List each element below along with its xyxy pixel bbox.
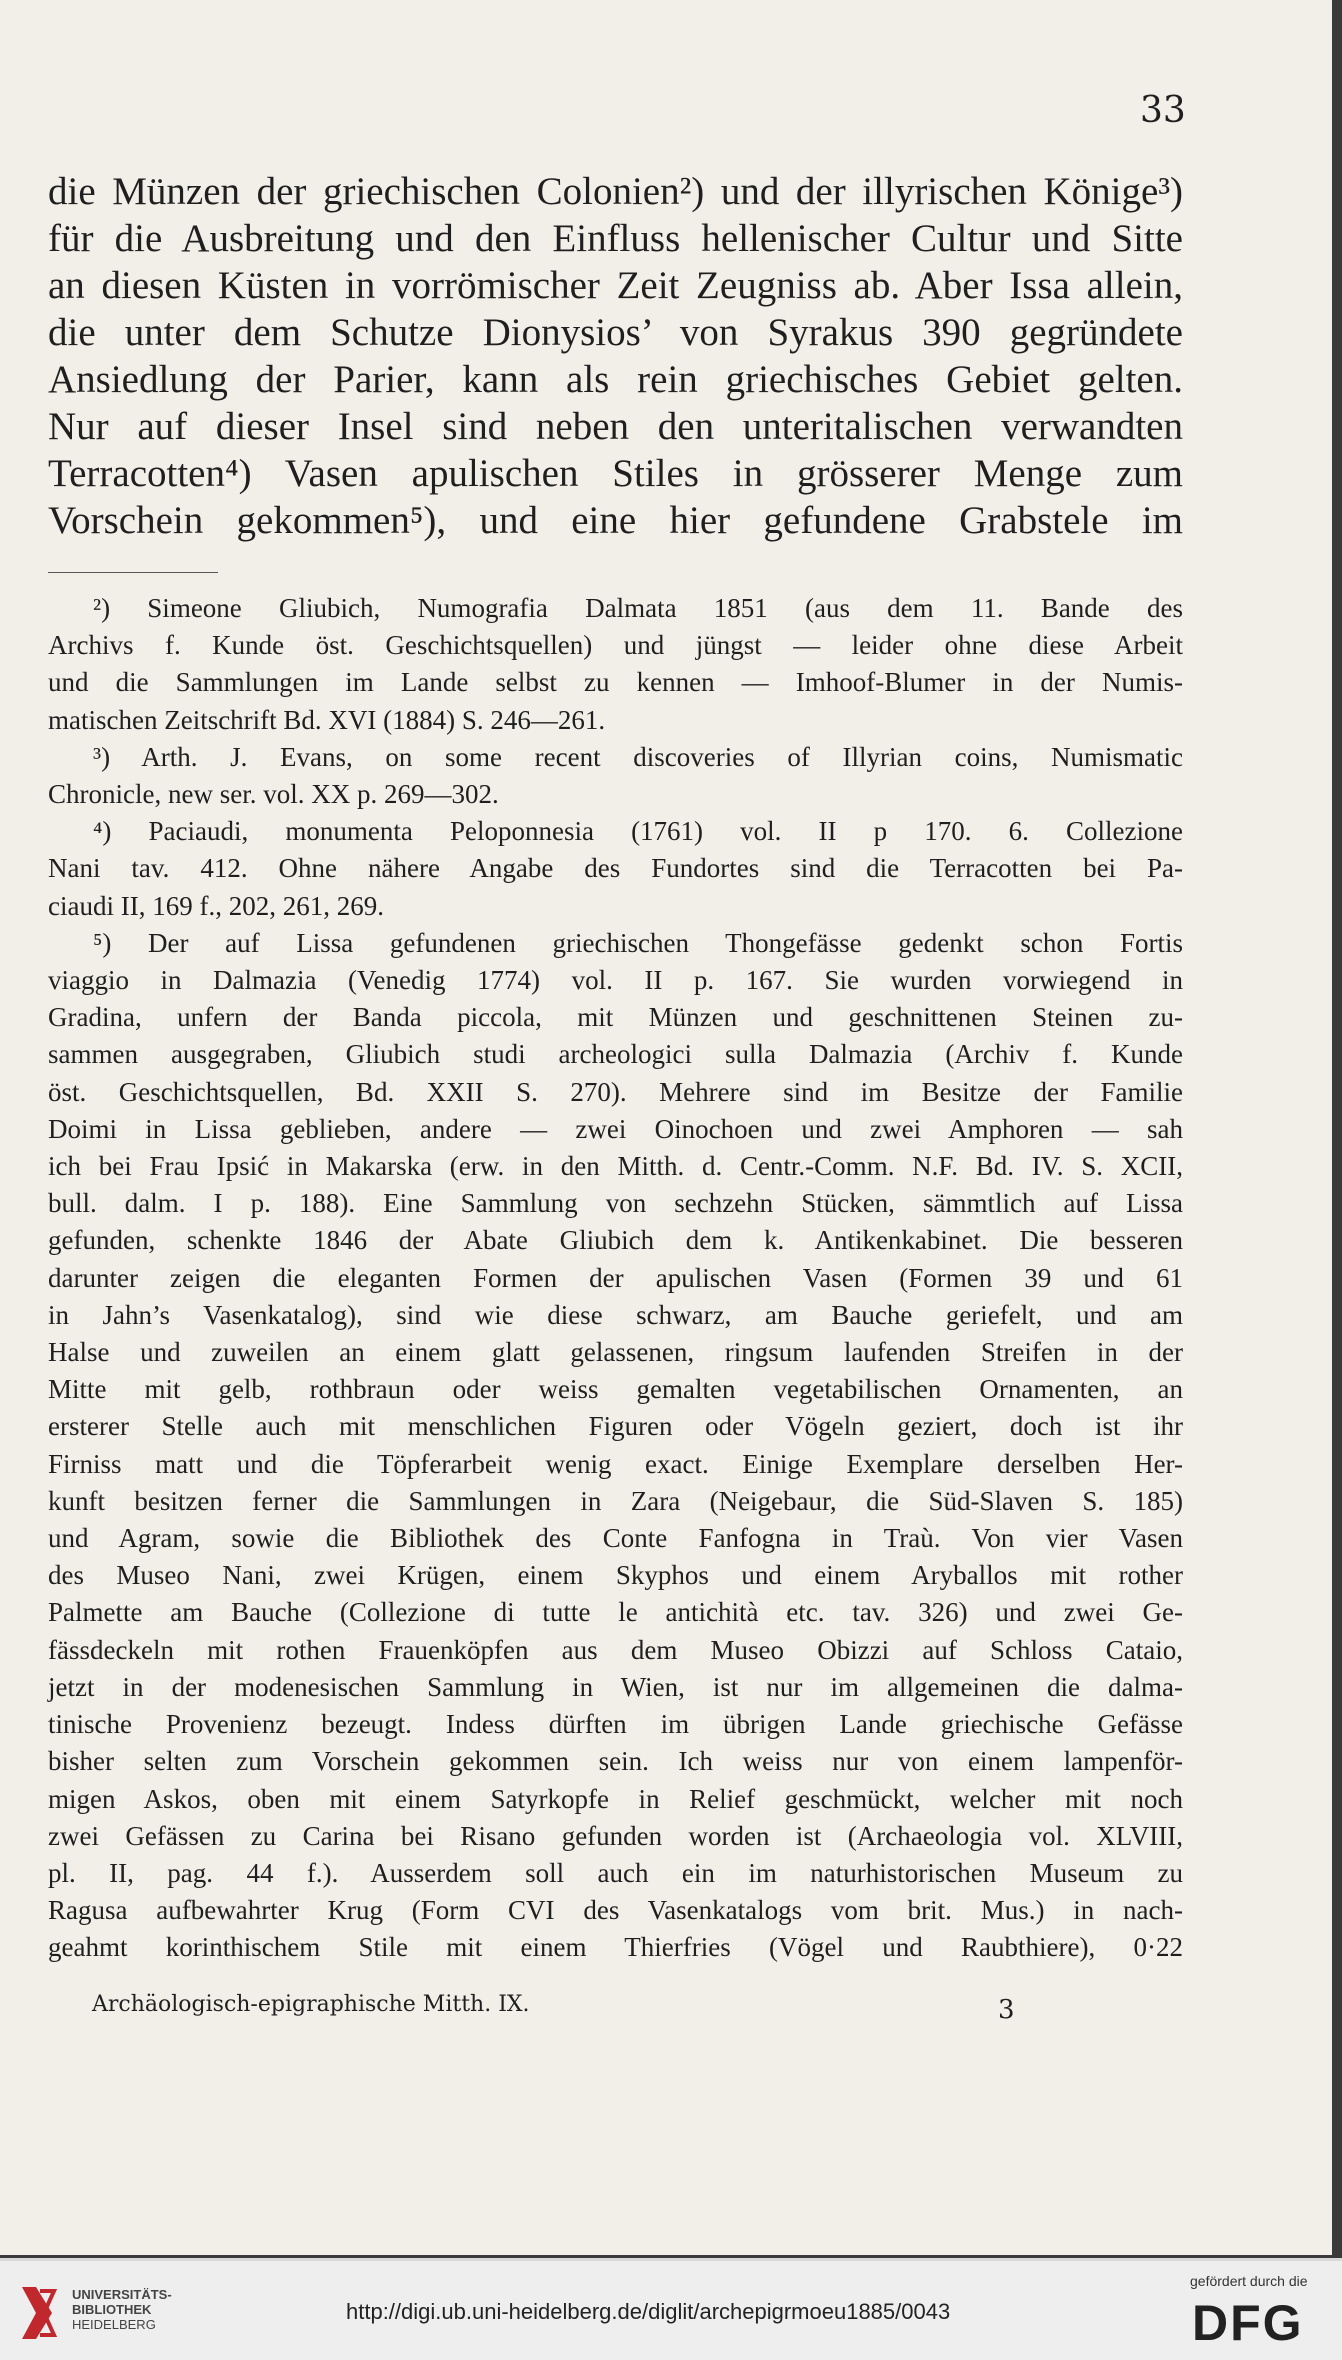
funded-by-label: gefördert durch die (1190, 2273, 1308, 2289)
footnote-line: Halse und zuweilen an einem glatt gelassenen, ringsum laufenden Streifen in der (48, 1337, 1183, 1368)
main-text-line: die Münzen der griechischen Colonien²) und der illyrischen Könige³) (48, 170, 1183, 213)
main-text (48, 168, 1183, 544)
footnote-line: jetzt in der modenesischen Sammlung in Wien, ist nur im allgemeinen die dalma- (48, 1671, 1183, 1702)
permalink-url[interactable]: http://digi.ub.uni-heidelberg.de/diglit/archepigrmoeu1885/0043 (346, 2299, 951, 2324)
sheet-number: 3 (998, 1995, 1015, 2025)
footnote-line: gefunden, schenkte 1846 der Abate Gliubich dem k. Antikenkabinet. Die besseren (48, 1225, 1183, 1256)
main-text-line: die unter dem Schutze Dionysios’ von Syrakus 390 gegründete (48, 311, 1183, 354)
main-text-line: für die Ausbreitung und den Einfluss hellenischer Cultur und Sitte (48, 217, 1183, 260)
footnotes (48, 590, 1183, 1967)
footnote-line: und die Sammlungen im Lande selbst zu kennen — Imhoof-Blumer in der Numis- (48, 667, 1183, 698)
main-text-line: Vorschein gekommen⁵), und eine hier gefundene Grabstele im (48, 499, 1183, 542)
footnote-line: ersterer Stelle auch mit menschlichen Figuren oder Vögeln geziert, doch ist ihr (48, 1411, 1183, 1442)
main-text-line: Terracotten⁴) Vasen apulischen Stiles in grösserer Menge zum (48, 452, 1183, 495)
footnote-line: tinische Provenienz bezeugt. Indess dürften im übrigen Lande griechische Gefässe (48, 1709, 1183, 1740)
footnote-line: ²) Simeone Gliubich, Numografia Dalmata 1851 (aus dem 11. Bande des (93, 593, 1183, 623)
footnote-line: pl. II, pag. 44 f.). Ausserdem soll auch ein im naturhistorischen Museum zu (48, 1857, 1183, 1888)
uni-name-line: HEIDELBERG (72, 2317, 156, 2332)
footnote-line: Palmette am Bauche (Collezione di tutte le antichità etc. tav. 326) und zwei Ge- (48, 1597, 1183, 1628)
footnote-line: ⁴) Paciaudi, monumenta Peloponnesia (1761) vol. II p 170. 6. Collezione (93, 816, 1183, 847)
footnote-divider (48, 572, 218, 573)
main-text-line: an diesen Küsten in vorrömischer Zeit Zeugniss ab. Aber Issa allein, (48, 264, 1183, 307)
university-library-logo-icon[interactable] (14, 2283, 60, 2343)
footnote-line: bull. dalm. I p. 188). Eine Sammlung von sechzehn Stücken, sämmtlich auf Lissa (48, 1188, 1183, 1219)
uni-name-line: BIBLIOTHEK (72, 2302, 152, 2317)
footnote-line: Nani tav. 412. Ohne nähere Angabe des Fundortes sind die Terracotten bei Pa- (48, 853, 1183, 884)
viewer-footer (0, 2258, 1342, 2360)
footnote-line: Ragusa aufbewahrter Krug (Form CVI des Vasenkatalogs vom brit. Mus.) in nach- (48, 1895, 1183, 1926)
footnote-line: zwei Gefässen zu Carina bei Risano gefunden worden ist (Archaeologia vol. XLVIII, (48, 1820, 1183, 1851)
footnote-line: darunter zeigen die eleganten Formen der apulischen Vasen (Formen 39 und 61 (48, 1262, 1183, 1293)
footnote-line: Firniss matt und die Töpferarbeit wenig exact. Einige Exemplare derselben Her- (48, 1448, 1183, 1479)
footnote-line: Gradina, unfern der Banda piccola, mit Münzen und geschnittenen Steinen zu- (48, 1002, 1183, 1033)
uni-name-line: UNIVERSITÄTS- (72, 2287, 172, 2302)
footnote-line: bisher selten zum Vorschein gekommen sein. Ich weiss nur von einem lampenför- (48, 1746, 1183, 1777)
footnote-line: ³) Arth. J. Evans, on some recent discoveries of Illyrian coins, Numismatic (93, 741, 1183, 772)
footnote-line: Archivs f. Kunde öst. Geschichtsquellen) und jüngst — leider ohne diese Arbeit (48, 630, 1183, 661)
footnote-line: matischen Zeitschrift Bd. XVI (1884) S. 246—261. (48, 704, 606, 735)
footnote-line: viaggio in Dalmazia (Venedig 1774) vol. II p. 167. Sie wurden vorwiegend in (48, 965, 1183, 996)
footnote-line: migen Askos, oben mit einem Satyrkopfe in Relief geschmückt, welcher mit noch (48, 1783, 1183, 1814)
footnote-line: und Agram, sowie die Bibliothek des Conte Fanfogna in Traù. Von vier Vasen (48, 1523, 1183, 1554)
main-text-line: Ansiedlung der Parier, kann als rein griechisches Gebiet gelten. (48, 358, 1183, 401)
main-text-line: Nur auf dieser Insel sind neben den unteritalischen verwandten (48, 405, 1183, 448)
footnote-line: ich bei Frau Ipsić in Makarska (erw. in den Mitth. d. Centr.-Comm. N.F. Bd. IV. S. XCII, (48, 1151, 1183, 1182)
footnote-line: ciaudi II, 169 f., 202, 261, 269. (48, 890, 384, 921)
signature-line: Archäologisch-epigraphische Mitth. IX. (92, 1992, 530, 2017)
footnote-line: Doimi in Lissa geblieben, andere — zwei Oinochoen und zwei Amphoren — sah (48, 1113, 1183, 1144)
university-library-name[interactable] (72, 2287, 172, 2332)
footnote-line: kunft besitzen ferner die Sammlungen in Zara (Neigebaur, die Süd-Slaven S. 185) (48, 1485, 1183, 1516)
footnote-line: fässdeckeln mit rothen Frauenköpfen aus dem Museo Obizzi auf Schloss Cataio, (48, 1634, 1183, 1665)
footnote-line: geahmt korinthischem Stile mit einem Thierfries (Vögel und Raubthiere), 0·22 (48, 1932, 1183, 1963)
footnote-line: des Museo Nani, zwei Krügen, einem Skyphos und einem Aryballos mit rother (48, 1560, 1183, 1591)
footnote-line: in Jahn’s Vasenkatalog), sind wie diese schwarz, am Bauche geriefelt, und am (48, 1299, 1183, 1330)
footnote-line: sammen ausgegraben, Gliubich studi archeologici sulla Dalmazia (Archiv f. Kunde (48, 1039, 1183, 1070)
footnote-line: ⁵) Der auf Lissa gefundenen griechischen Thongefässe gedenkt schon Fortis (93, 927, 1183, 958)
page-number: 33 (1140, 90, 1186, 131)
dfg-logo[interactable]: DFG (1192, 2295, 1304, 2351)
footnote-line: Mitte mit gelb, rothbraun oder weiss gemalten vegetabilischen Ornamenten, an (48, 1374, 1183, 1405)
footnote-line: Chronicle, new ser. vol. XX p. 269—302. (48, 779, 499, 810)
footnote-line: öst. Geschichtsquellen, Bd. XXII S. 270). Mehrere sind im Besitze der Familie (48, 1076, 1183, 1107)
